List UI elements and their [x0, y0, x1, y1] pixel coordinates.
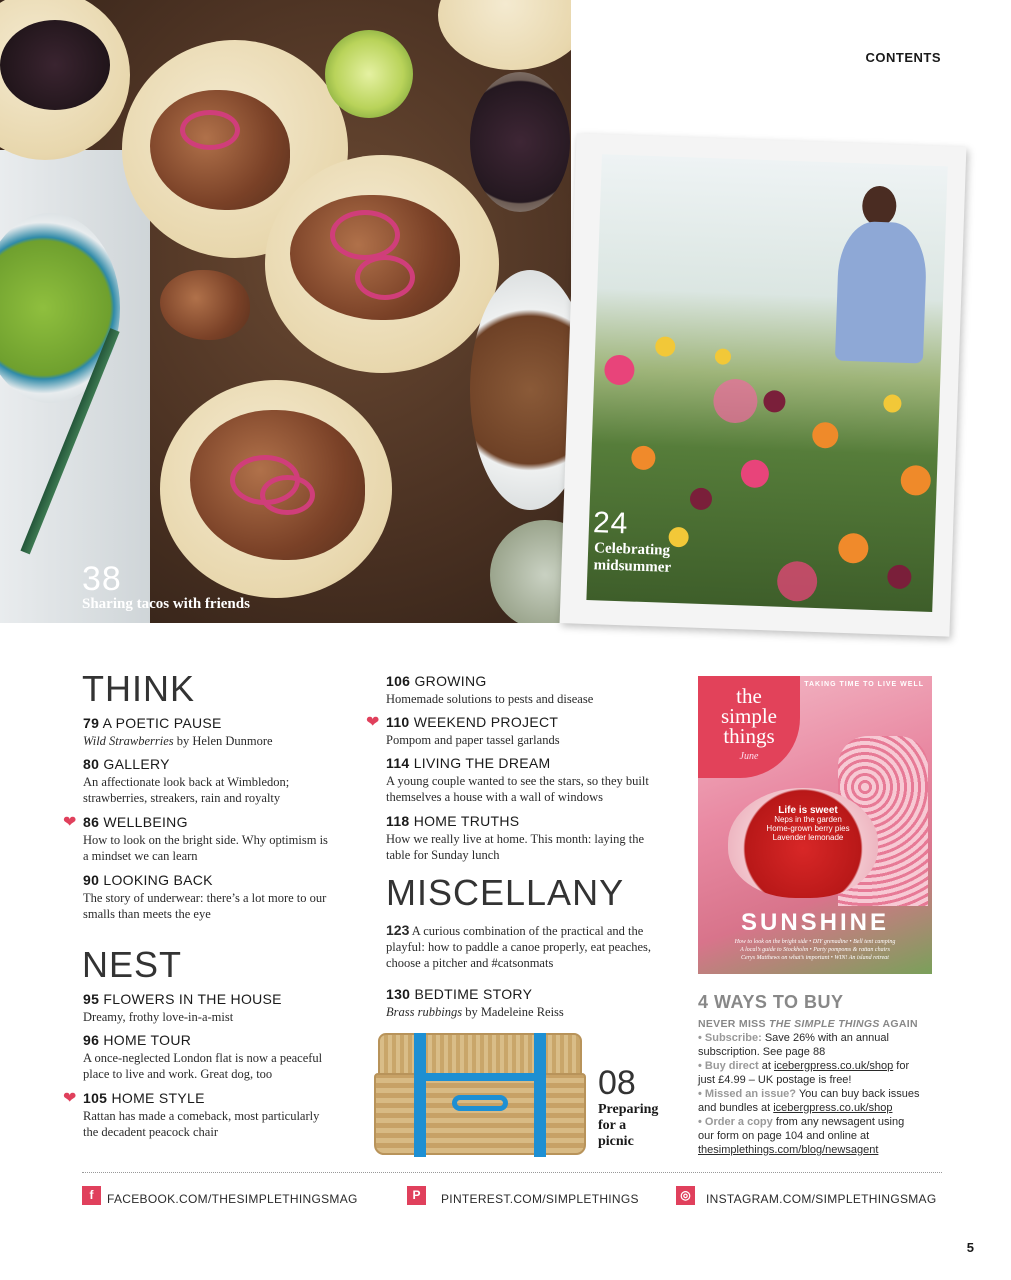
instagram-icon[interactable]: ◎ — [676, 1186, 695, 1205]
entry-title: GALLERY — [103, 756, 170, 772]
entry-title: A POETIC PAUSE — [102, 715, 222, 731]
shop-link[interactable]: icebergpress.co.uk/shop — [774, 1060, 894, 1072]
think-entry-86[interactable] — [83, 814, 188, 830]
entry-123[interactable] — [386, 922, 676, 971]
picnic-caption — [598, 1102, 658, 1150]
think-entry-90-desc — [83, 890, 326, 922]
nest-entry-96-desc — [83, 1050, 322, 1082]
entry-page-number: 96 — [83, 1032, 100, 1048]
entry-114[interactable] — [386, 755, 551, 771]
dark-bloom — [887, 564, 912, 589]
orange-bloom — [900, 465, 931, 496]
orange-bloom — [838, 533, 869, 564]
think-entry-90[interactable] — [83, 872, 213, 888]
woman-body — [835, 221, 928, 364]
entry-title: LIVING THE DREAM — [413, 755, 551, 771]
buy-direct — [698, 1059, 928, 1087]
woman-head — [862, 185, 897, 226]
entry-desc-line: a mindset we can learn — [83, 849, 198, 863]
buy-text: for — [893, 1060, 910, 1072]
buy-subheading — [698, 1018, 918, 1030]
tacos-photo — [0, 0, 571, 623]
midsummer-page-number: 24 — [592, 506, 630, 541]
buy-sub-text: NEVER MISS — [698, 1018, 769, 1030]
pink-bloom — [604, 354, 635, 385]
nest-entry-95-desc: Dreamy, frothy love-in-a-mist — [83, 1010, 234, 1024]
buy-heading: 4 WAYS TO BUY — [698, 992, 844, 1012]
entry-desc-line: smalls than meets the eye — [83, 907, 211, 921]
picnic-caption-line: Preparing — [598, 1102, 659, 1117]
buy-sub-text: AGAIN — [879, 1018, 918, 1030]
orange-bloom — [631, 445, 656, 470]
hamper-strap — [534, 1033, 546, 1157]
buy-text: Save 26% with an annual — [761, 1032, 889, 1044]
contents-label: CONTENTS — [865, 50, 941, 65]
facebook-link[interactable]: FACEBOOK.COM/THESIMPLETHINGSMAG — [107, 1192, 358, 1206]
cover-coverlines — [704, 938, 926, 962]
pink-bloom — [776, 561, 817, 602]
entry-110-desc: Pompom and paper tassel garlands — [386, 733, 560, 747]
picnic-caption-line: for a — [598, 1118, 627, 1133]
facebook-icon[interactable]: f — [82, 1186, 101, 1205]
buy-subscribe — [698, 1031, 928, 1059]
entry-title: HOME TOUR — [103, 1032, 192, 1048]
entry-title: HOME TRUTHS — [413, 813, 520, 829]
cover-logo — [704, 686, 794, 746]
footer-divider — [82, 1172, 942, 1173]
coverline: How to look on the bright side • DIY grenadine • Bell tent camping — [734, 939, 896, 945]
pickled-onion — [180, 110, 240, 150]
logo-line: the — [736, 684, 762, 708]
yellow-bloom — [655, 336, 676, 357]
heart-icon: ❤ — [63, 1090, 77, 1107]
buy-order — [698, 1115, 928, 1157]
buy-text: our form on page 104 and online at — [698, 1130, 870, 1142]
entry-desc-italic: Brass rubbings — [386, 1005, 463, 1019]
buy-sub-italic: THE SIMPLE THINGS — [768, 1018, 880, 1030]
buy-text: and bundles at — [698, 1102, 774, 1114]
heart-icon: ❤ — [63, 814, 77, 831]
entry-page-number: 86 — [83, 814, 100, 830]
buy-label: • Order a copy — [698, 1116, 773, 1128]
miscellany-heading: MISCELLANY — [386, 872, 625, 913]
dark-bloom — [690, 488, 713, 511]
cover-month: June — [739, 751, 759, 762]
buy-label: • Buy direct — [698, 1060, 759, 1072]
entry-title: GROWING — [414, 673, 487, 689]
buy-text: You can buy back issues — [796, 1088, 920, 1100]
entry-desc-line: the decadent peacock chair — [83, 1125, 218, 1139]
entry-106[interactable] — [386, 673, 487, 689]
entry-desc-line: choose a pitcher and #catsonmats — [386, 956, 554, 970]
entry-130[interactable] — [386, 986, 532, 1002]
yellow-bloom — [668, 527, 689, 548]
newsagent-link[interactable]: thesimplethings.com/blog/newsagent — [698, 1144, 879, 1156]
entry-title: WEEKEND PROJECT — [413, 714, 559, 730]
entry-desc-line: A once-neglected London flat is now a peaceful — [83, 1051, 323, 1065]
cover-feature-line: Neps in the garden — [774, 815, 842, 824]
cover-feature-line: Lavender lemonade — [772, 833, 844, 842]
entry-desc-line: A young couple wanted to see the stars, so they built — [386, 774, 649, 788]
hamper-handle — [452, 1095, 508, 1111]
hamper-strap — [414, 1033, 426, 1157]
entry-desc-line: How to look on the bright side. Why optimism is — [83, 833, 328, 847]
tacos-page-number: 38 — [82, 560, 122, 598]
nest-entry-96[interactable] — [83, 1032, 191, 1048]
pickled-onion — [330, 210, 400, 260]
midsummer-caption-line1: Celebrating — [593, 540, 671, 559]
picnic-hamper-image — [374, 1033, 586, 1158]
tacos-caption: Sharing tacos with friends — [82, 596, 250, 612]
hamper-box — [374, 1073, 586, 1155]
yellow-bloom — [883, 394, 902, 413]
cover-tagline: TAKING TIME TO LIVE WELL — [804, 681, 924, 688]
think-entry-80[interactable] — [83, 756, 170, 772]
entry-desc-line: How we really live at home. This month: laying the — [386, 832, 645, 846]
pink-bloom — [740, 459, 769, 488]
coverline: A local’s guide to Stockholm • Party pompoms & rattan chairs — [740, 947, 890, 953]
hamper-lid — [378, 1033, 582, 1075]
logo-line: simple — [721, 704, 777, 728]
entry-title: FLOWERS IN THE HOUSE — [103, 991, 282, 1007]
picnic-caption-line: picnic — [598, 1134, 634, 1149]
buy-missed — [698, 1087, 928, 1115]
nest-heading: NEST — [82, 944, 183, 985]
coverline: Cerys Matthews on what’s important • WIN! An island retreat — [741, 955, 889, 961]
picnic-page-number: 08 — [598, 1064, 636, 1102]
dark-bloom — [763, 390, 786, 413]
entry-desc-line: table for Sunday lunch — [386, 848, 500, 862]
lime — [325, 30, 413, 118]
entry-page-number: 90 — [83, 872, 100, 888]
entry-title: BEDTIME STORY — [414, 986, 533, 1002]
pulled-pork — [160, 270, 250, 340]
entry-106-desc: Homemade solutions to pests and disease — [386, 692, 594, 706]
entry-130-desc — [386, 1004, 564, 1020]
entry-desc-line: A curious combination of the practical and the — [411, 924, 644, 938]
think-entry-79-desc — [83, 733, 273, 749]
pink-bloom — [713, 378, 759, 424]
entry-page-number: 106 — [386, 673, 411, 689]
entry-desc-italic: Wild Strawberries — [83, 734, 174, 748]
entry-page-number: 114 — [386, 755, 410, 771]
heart-icon: ❤ — [366, 714, 380, 731]
entry-page-number: 123 — [386, 922, 410, 938]
flower-field — [586, 154, 947, 612]
pickled-onion — [355, 255, 415, 300]
entry-118[interactable] — [386, 813, 519, 829]
entry-110[interactable] — [386, 714, 558, 730]
entry-desc-text: by Madeleine Reiss — [462, 1005, 564, 1019]
midsummer-photo — [560, 133, 967, 636]
buy-label: • Missed an issue? — [698, 1088, 796, 1100]
orange-bloom — [812, 422, 839, 449]
entry-page-number: 130 — [386, 986, 411, 1002]
entry-desc-line: An affectionate look back at Wimbledon; — [83, 775, 290, 789]
entry-title: LOOKING BACK — [103, 872, 213, 888]
midsummer-caption-line2: midsummer — [593, 557, 672, 576]
entry-desc-line: themselves a house with a wall of windows — [386, 790, 603, 804]
think-entry-80-desc — [83, 774, 289, 806]
instagram-link[interactable]: INSTAGRAM.COM/SIMPLETHINGSMAG — [706, 1192, 937, 1206]
entry-114-desc — [386, 773, 649, 805]
yellow-bloom — [715, 348, 732, 365]
buy-label: • Subscribe: — [698, 1032, 762, 1044]
entry-page-number: 118 — [386, 813, 410, 829]
entry-title: HOME STYLE — [111, 1090, 205, 1106]
bean-pile — [0, 20, 110, 110]
entry-desc-text: by Helen Dunmore — [173, 734, 273, 748]
black-beans-bowl — [470, 72, 570, 212]
buy-text: at — [758, 1060, 774, 1072]
pinterest-icon[interactable]: P — [407, 1186, 426, 1205]
cactus — [490, 520, 571, 623]
cover-feature-line: Home-grown berry pies — [766, 824, 850, 833]
think-entry-79[interactable] — [83, 715, 222, 731]
entry-desc-line: place to live and work. Great dog, too — [83, 1067, 273, 1081]
hamper-strap — [414, 1073, 546, 1081]
entry-page-number: 80 — [83, 756, 100, 772]
entry-desc-line: playful: how to paddle a canoe properly, eat peaches, — [386, 940, 652, 954]
cover-headline: SUNSHINE — [740, 909, 890, 936]
magazine-cover[interactable] — [698, 676, 932, 974]
cover-feature-title: Life is sweet — [778, 805, 838, 816]
pickled-onion — [260, 475, 315, 515]
think-entry-86-desc — [83, 832, 328, 864]
entry-desc-line: The story of underwear: there’s a lot more to our — [83, 891, 327, 905]
entry-118-desc — [386, 831, 644, 863]
buy-text: just £4.99 – UK postage is free! — [698, 1074, 852, 1086]
buy-text: from any newsagent using — [772, 1116, 905, 1128]
cover-feature — [748, 806, 868, 842]
page-number: 5 — [966, 1240, 974, 1255]
entry-page-number: 105 — [83, 1090, 108, 1106]
entry-desc-line: strawberries, streakers, rain and royalty — [83, 791, 281, 805]
entry-title: WELLBEING — [103, 814, 188, 830]
entry-desc-line: Rattan has made a comeback, most particularly — [83, 1109, 320, 1123]
shop-link[interactable]: icebergpress.co.uk/shop — [773, 1102, 893, 1114]
entry-page-number: 79 — [83, 715, 100, 731]
nest-entry-105[interactable] — [83, 1090, 205, 1106]
nest-entry-95[interactable] — [83, 991, 282, 1007]
think-heading: THINK — [82, 668, 195, 709]
buy-text: subscription. See page 88 — [698, 1046, 826, 1058]
tortilla — [438, 0, 571, 70]
logo-line: things — [723, 724, 775, 748]
entry-page-number: 110 — [386, 714, 410, 730]
pinterest-link[interactable]: PINTEREST.COM/SIMPLETHINGS — [441, 1192, 639, 1206]
entry-page-number: 95 — [83, 991, 100, 1007]
nest-entry-105-desc — [83, 1108, 319, 1140]
